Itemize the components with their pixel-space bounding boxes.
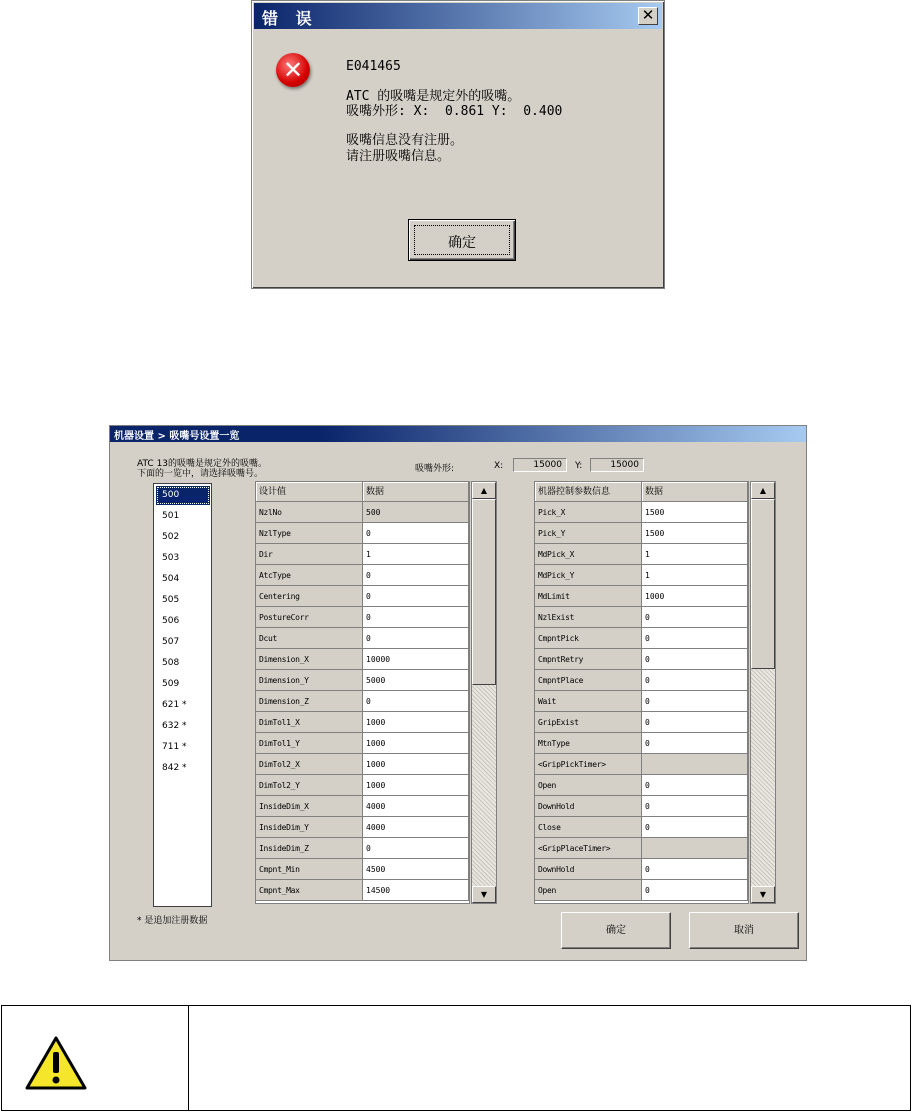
param-name-cell: MdPick_X (535, 544, 642, 565)
param-value-cell[interactable]: 1000 (363, 712, 469, 733)
param-name-cell: Dimension_Z (256, 691, 363, 712)
param-name-cell: CmpntPick (535, 628, 642, 649)
nozzle-list-item[interactable]: 504 (162, 574, 180, 584)
error-line1: ATC 的吸嘴是规定外的吸嘴。 (346, 89, 521, 104)
param-name-cell: Dimension_X (256, 649, 363, 670)
param-name-cell: InsideDim_Y (256, 817, 363, 838)
param-name-cell: DimTol1_Y (256, 733, 363, 754)
param-value-cell[interactable]: 4000 (363, 796, 469, 817)
scroll-thumb[interactable] (472, 499, 496, 685)
param-name-cell: InsideDim_X (256, 796, 363, 817)
window-title: 机器设置 > 吸嘴号设置一览 (114, 431, 240, 442)
design-value-grid[interactable] (255, 481, 470, 904)
param-name-cell: NzlExist (535, 607, 642, 628)
window-message (137, 459, 267, 479)
column-header: 机器控制参数信息 (535, 482, 642, 502)
param-name-cell: DimTol2_Y (256, 775, 363, 796)
column-header: 数据 (642, 482, 748, 502)
machine-param-grid[interactable] (534, 481, 749, 904)
shape-label: 吸嘴外形: (415, 464, 455, 474)
param-value-cell[interactable]: 0 (642, 733, 748, 754)
error-dialog-titlebar (254, 3, 662, 29)
error-code: E041465 (346, 59, 401, 74)
x-value-field: 15000 (513, 458, 567, 472)
param-name-cell: CmpntPlace (535, 670, 642, 691)
nozzle-list-item[interactable]: 502 (162, 532, 180, 542)
param-name-cell: DownHold (535, 796, 642, 817)
param-value-cell[interactable]: 0 (642, 796, 748, 817)
error-dialog (251, 0, 665, 289)
nozzle-list-item[interactable]: 503 (162, 553, 180, 563)
param-value-cell[interactable]: 0 (363, 838, 469, 859)
param-name-cell: MdPick_Y (535, 565, 642, 586)
nozzle-list-item[interactable]: 506 (162, 616, 180, 626)
param-value-cell[interactable]: 5000 (363, 670, 469, 691)
param-value-cell[interactable]: 1000 (363, 754, 469, 775)
param-value-cell[interactable]: 0 (363, 607, 469, 628)
param-name-cell: DimTol2_X (256, 754, 363, 775)
caution-box (1, 1005, 911, 1111)
error-line3: 吸嘴信息没有注册。 (346, 133, 464, 148)
param-name-cell: DownHold (535, 859, 642, 880)
param-value-cell[interactable]: 10000 (363, 649, 469, 670)
param-name-cell: AtcType (256, 565, 363, 586)
param-value-cell[interactable]: 4500 (363, 859, 469, 880)
param-name-cell: MdLimit (535, 586, 642, 607)
param-value-cell[interactable]: 0 (642, 775, 748, 796)
param-value-cell[interactable]: 1 (363, 544, 469, 565)
param-name-cell: Pick_Y (535, 523, 642, 544)
param-name-cell: DimTol1_X (256, 712, 363, 733)
param-name-cell: Pick_X (535, 502, 642, 523)
param-value-cell[interactable]: 1 (642, 565, 748, 586)
scroll-thumb[interactable] (751, 499, 775, 669)
param-name-cell: Open (535, 880, 642, 901)
param-value-cell[interactable]: 0 (363, 628, 469, 649)
ok-button[interactable] (408, 219, 516, 261)
param-name-cell: MtnType (535, 733, 642, 754)
nozzle-settings-window (109, 425, 807, 961)
scroll-down-arrow-icon[interactable]: ▼ (751, 886, 775, 903)
nozzle-list-item[interactable]: 501 (162, 511, 180, 521)
error-line2: 吸嘴外形: X: 0.861 Y: 0.400 (346, 104, 563, 119)
nozzle-list-item[interactable]: 500 (156, 486, 210, 505)
param-name-cell: <GripPlaceTimer> (535, 838, 642, 859)
param-value-cell[interactable]: 500 (363, 502, 469, 523)
y-label: Y: (575, 461, 583, 471)
param-value-cell[interactable]: 0 (642, 607, 748, 628)
column-header: 设计值 (256, 482, 363, 502)
param-name-cell: NzlType (256, 523, 363, 544)
nozzle-list-item[interactable]: 621 * (162, 700, 187, 710)
param-name-cell: Cmpnt_Min (256, 859, 363, 880)
param-value-cell[interactable]: 14500 (363, 880, 469, 901)
nozzle-list-item[interactable]: 508 (162, 658, 180, 668)
param-name-cell: Open (535, 775, 642, 796)
param-value-cell[interactable]: 1000 (363, 733, 469, 754)
param-name-cell: NzlNo (256, 502, 363, 523)
param-value-cell[interactable]: 0 (642, 859, 748, 880)
nozzle-list-item[interactable]: 505 (162, 595, 180, 605)
param-value-cell[interactable]: 0 (642, 691, 748, 712)
close-icon[interactable]: ✕ (638, 7, 658, 25)
nozzle-list-item[interactable]: 507 (162, 637, 180, 647)
param-name-cell: <GripPickTimer> (535, 754, 642, 775)
nozzle-number-list[interactable] (153, 483, 212, 907)
param-name-cell: InsideDim_Z (256, 838, 363, 859)
x-label: X: (494, 461, 504, 471)
param-value-cell[interactable]: 1500 (642, 523, 748, 544)
scroll-down-arrow-icon[interactable]: ▼ (472, 886, 496, 903)
param-value-cell[interactable]: 1000 (363, 775, 469, 796)
machine-grid-scrollbar[interactable] (750, 481, 776, 904)
column-header: 数据 (363, 482, 469, 502)
param-value-cell[interactable]: 0 (363, 691, 469, 712)
param-value-cell[interactable]: 0 (642, 817, 748, 838)
param-value-cell[interactable] (642, 838, 748, 859)
param-value-cell[interactable]: 1000 (642, 586, 748, 607)
nozzle-list-item[interactable]: 632 * (162, 721, 187, 731)
nozzle-list-item[interactable]: 509 (162, 679, 180, 689)
message-line2: 下面的一览中，请选择吸嘴号。 (137, 469, 264, 479)
param-name-cell: Centering (256, 586, 363, 607)
nozzle-list-item[interactable]: 711 * (162, 742, 187, 752)
error-line4: 请注册吸嘴信息。 (346, 149, 451, 164)
param-name-cell: GripExist (535, 712, 642, 733)
param-name-cell: Dimension_Y (256, 670, 363, 691)
param-name-cell: Wait (535, 691, 642, 712)
param-value-cell[interactable]: 0 (642, 628, 748, 649)
param-value-cell[interactable]: 0 (363, 523, 469, 544)
confirm-button[interactable]: 确定 (561, 912, 671, 949)
footnote: * 是追加注册数据 (137, 916, 208, 926)
param-value-cell[interactable]: 1 (642, 544, 748, 565)
param-value-cell[interactable]: 0 (363, 565, 469, 586)
scroll-up-arrow-icon[interactable]: ▲ (751, 482, 775, 499)
param-value-cell[interactable] (642, 754, 748, 775)
y-value-field: 15000 (590, 458, 644, 472)
warning-triangle-icon (24, 1035, 88, 1091)
error-x-icon: ✕ (276, 53, 310, 87)
param-name-cell: Dcut (256, 628, 363, 649)
param-name-cell: PostureCorr (256, 607, 363, 628)
param-value-cell[interactable]: 0 (642, 670, 748, 691)
param-value-cell[interactable]: 0 (642, 712, 748, 733)
caution-divider (188, 1006, 189, 1110)
ok-button-label: 确定 (448, 235, 476, 251)
cancel-button[interactable]: 取消 (689, 912, 799, 949)
scroll-up-arrow-icon[interactable]: ▲ (472, 482, 496, 499)
param-value-cell[interactable]: 4000 (363, 817, 469, 838)
param-name-cell: Close (535, 817, 642, 838)
param-value-cell[interactable]: 0 (363, 586, 469, 607)
message-line1: ATC 13的吸嘴是规定外的吸嘴。 (137, 459, 268, 469)
design-grid-scrollbar[interactable] (471, 481, 497, 904)
param-name-cell: CmpntRetry (535, 649, 642, 670)
param-name-cell: Dir (256, 544, 363, 565)
error-dialog-title: 错 误 (262, 9, 318, 28)
param-name-cell: Cmpnt_Max (256, 880, 363, 901)
nozzle-list-item[interactable]: 842 * (162, 763, 187, 773)
param-value-cell[interactable]: 0 (642, 649, 748, 670)
param-value-cell[interactable]: 0 (642, 880, 748, 901)
window-titlebar (110, 426, 806, 442)
param-value-cell[interactable]: 1500 (642, 502, 748, 523)
